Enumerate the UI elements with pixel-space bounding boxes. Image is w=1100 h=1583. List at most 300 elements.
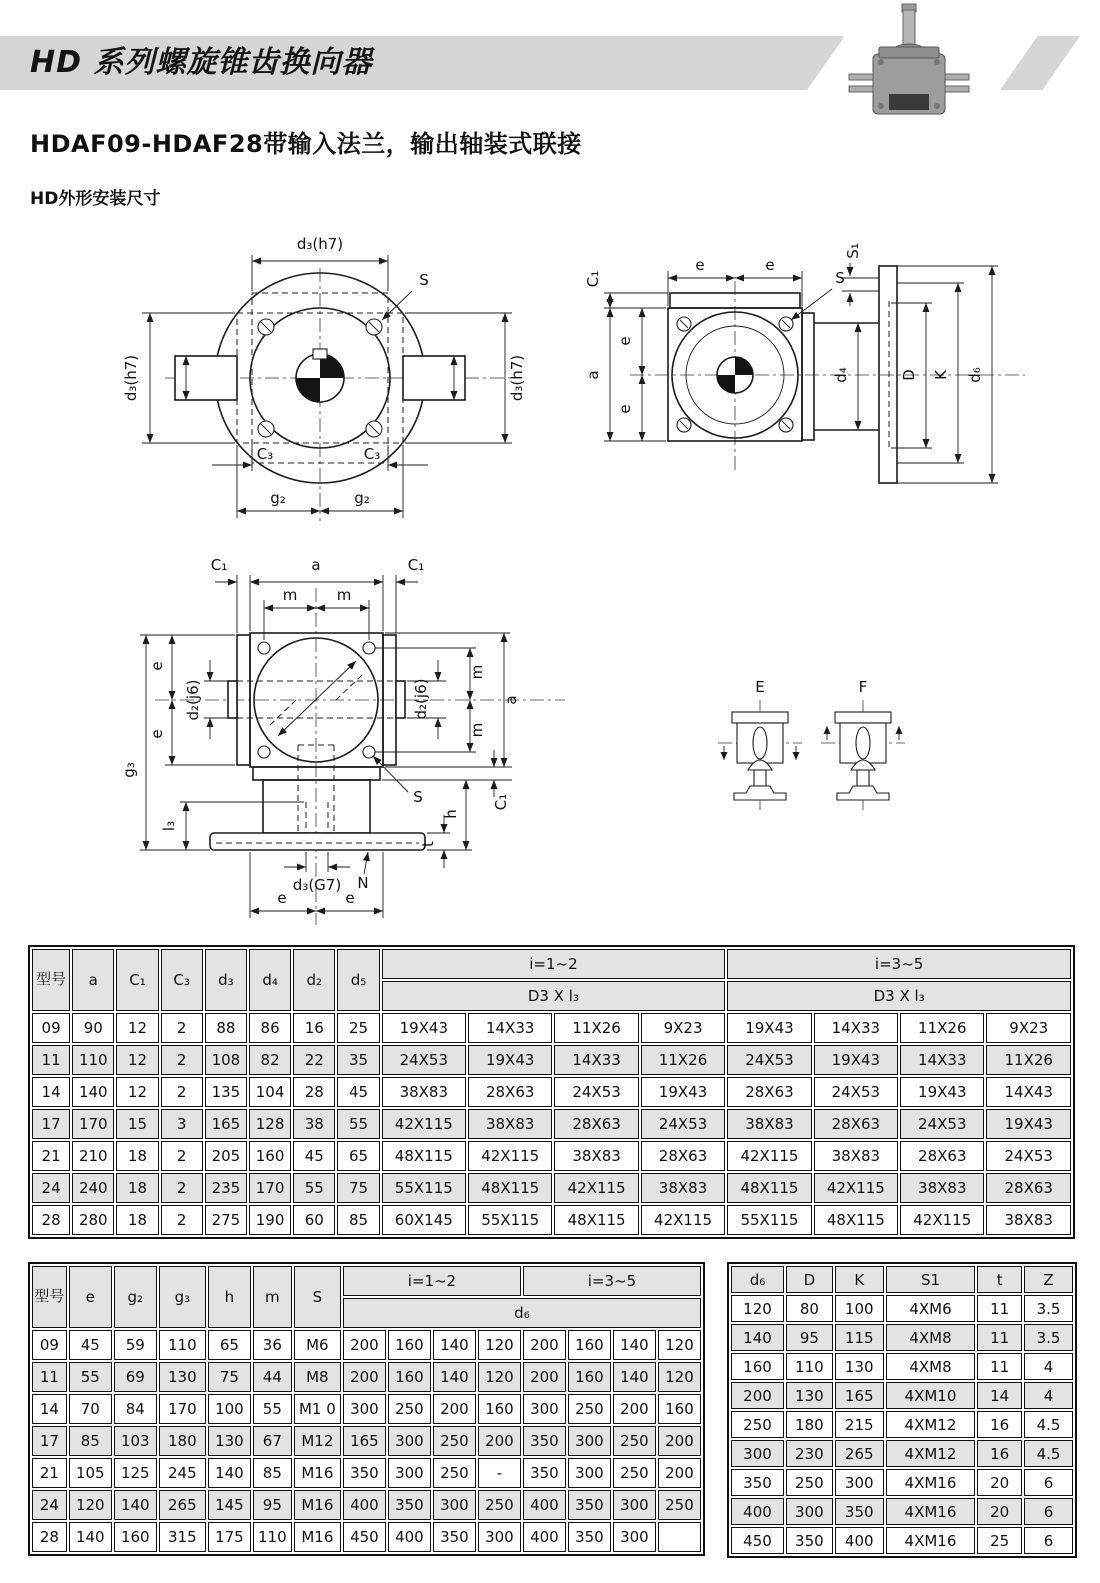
table-cell: 190	[249, 1205, 291, 1235]
table-cell: 19X43	[900, 1077, 984, 1107]
dim-label: e	[148, 729, 166, 739]
col-header-d4: d₄	[249, 949, 291, 1011]
table-cell: 160	[249, 1141, 291, 1171]
table-cell: 42X115	[900, 1205, 984, 1235]
col-header-i35: i=3~5	[727, 949, 1071, 979]
table-cell: 6	[1024, 1527, 1073, 1554]
table-cell: 250	[786, 1469, 833, 1496]
table-cell: 120	[69, 1490, 112, 1520]
col-header-d2: d₂	[293, 949, 335, 1011]
subtitle: HDAF09-HDAF28带输入法兰，输出轴装式联接	[30, 130, 582, 158]
table-cell: 44	[253, 1362, 292, 1392]
table-cell: 42X115	[554, 1173, 638, 1203]
col-header-d: D	[786, 1266, 833, 1293]
table-cell: 165	[205, 1109, 247, 1139]
table-row	[731, 1353, 1073, 1380]
table-cell: 350	[523, 1426, 566, 1456]
table-cell: 450	[731, 1527, 784, 1554]
table-cell: 24X53	[727, 1045, 811, 1075]
dim-label: d₃(G7)	[292, 876, 342, 894]
table-cell: 42X115	[468, 1141, 552, 1171]
dim-label: e	[616, 336, 634, 346]
table-cell: 42X115	[641, 1205, 725, 1235]
table-cell: 95	[253, 1490, 292, 1520]
table-cell: 38X83	[641, 1173, 725, 1203]
table-cell: 14	[32, 1394, 67, 1424]
table-cell: 35	[337, 1045, 379, 1075]
col-header-z: Z	[1024, 1266, 1073, 1293]
table-cell: 350	[343, 1458, 386, 1488]
table-cell: 48X115	[554, 1205, 638, 1235]
dim-label: a	[502, 695, 520, 705]
table-cell: 4XM10	[886, 1382, 976, 1409]
col-header-d3xl3: D3 X l₃	[727, 981, 1071, 1011]
col-header-k: K	[835, 1266, 884, 1293]
dim-label: d₄	[832, 367, 850, 383]
table-cell: 18	[116, 1173, 158, 1203]
table-cell: 4XM12	[886, 1440, 976, 1467]
dim-label: D	[900, 369, 918, 381]
table-cell: 100	[208, 1394, 251, 1424]
table2-header	[32, 1266, 701, 1328]
table-cell: 4XM16	[886, 1469, 976, 1496]
table-cell: 38X83	[554, 1141, 638, 1171]
table-cell: 19X43	[468, 1045, 552, 1075]
table-cell: 14	[32, 1077, 70, 1107]
gearbox-photo-illustration	[843, 0, 975, 124]
dim-label: e	[277, 889, 287, 907]
table-cell: 300	[343, 1394, 386, 1424]
col-header-s1: S1	[886, 1266, 976, 1293]
dim-label: a	[584, 370, 602, 380]
table-cell: 140	[731, 1324, 784, 1351]
table-cell: M16	[294, 1490, 341, 1520]
product-photo	[843, 0, 975, 124]
table-cell: 24X53	[986, 1141, 1071, 1171]
table-row	[32, 1205, 1071, 1235]
dim-label: t	[419, 841, 437, 847]
dim-label: e	[616, 404, 634, 414]
table-row	[32, 1109, 1071, 1139]
table-cell: M12	[294, 1426, 341, 1456]
table-cell: 165	[835, 1382, 884, 1409]
dim-label: m	[468, 722, 486, 738]
table-cell: 24X53	[900, 1109, 984, 1139]
table-cell: 245	[159, 1458, 206, 1488]
table-cell: 215	[835, 1411, 884, 1438]
table-cell: 24	[32, 1490, 67, 1520]
table-cell: 250	[388, 1394, 431, 1424]
table-cell: 16	[293, 1013, 335, 1043]
table-row	[731, 1324, 1073, 1351]
table-row	[32, 1045, 1071, 1075]
dim-label: e	[765, 256, 775, 274]
table-cell: 38X83	[900, 1173, 984, 1203]
table-cell: 88	[205, 1013, 247, 1043]
table-cell: 28X63	[900, 1141, 984, 1171]
table-cell: 200	[613, 1394, 656, 1424]
table-cell: 55X115	[468, 1205, 552, 1235]
table-cell: 200	[343, 1362, 386, 1392]
table-cell: 200	[478, 1426, 521, 1456]
table-cell: 250	[433, 1458, 476, 1488]
table-cell: 6	[1024, 1498, 1073, 1525]
table-cell: 6	[1024, 1469, 1073, 1496]
table-cell: 16	[977, 1440, 1022, 1467]
table-cell: 80	[786, 1295, 833, 1322]
table-cell: 110	[72, 1045, 114, 1075]
table-cell: 4XM8	[886, 1353, 976, 1380]
dim-label: a	[311, 556, 321, 574]
table-cell: 4XM12	[886, 1411, 976, 1438]
table-cell: 14X33	[900, 1045, 984, 1075]
variant-f-drawing	[821, 700, 905, 810]
table-cell: 19X43	[641, 1077, 725, 1107]
dim-label: d₂(j6)	[184, 679, 202, 721]
table-cell: 2	[161, 1173, 203, 1203]
table-cell: 350	[568, 1522, 611, 1552]
table-row	[32, 1522, 701, 1552]
table-cell: 11	[32, 1362, 67, 1392]
table-cell: 82	[249, 1045, 291, 1075]
dim-label: K	[932, 370, 950, 380]
section-label: HD外形安装尺寸	[30, 189, 161, 209]
table-cell: 300	[478, 1522, 521, 1552]
table-cell: 140	[613, 1330, 656, 1360]
table-cell: M16	[294, 1522, 341, 1552]
table-cell: 140	[69, 1522, 112, 1552]
table-cell: 55	[253, 1394, 292, 1424]
table-cell: 120	[731, 1295, 784, 1322]
table-cell: 250	[613, 1458, 656, 1488]
table-cell: 28X63	[468, 1077, 552, 1107]
table-cell: 21	[32, 1458, 67, 1488]
table-cell: 140	[433, 1330, 476, 1360]
table-cell: 85	[253, 1458, 292, 1488]
table-cell: 18	[116, 1141, 158, 1171]
table-cell: 70	[69, 1394, 112, 1424]
table-cell: 38	[293, 1109, 335, 1139]
page-title: HD 系列螺旋锥齿换向器	[30, 45, 373, 80]
dim-label: S	[835, 269, 845, 287]
table-cell: 300	[433, 1490, 476, 1520]
table-cell: 128	[249, 1109, 291, 1139]
table-cell: 48X115	[468, 1173, 552, 1203]
table-cell: 67	[253, 1426, 292, 1456]
table-cell	[658, 1522, 701, 1552]
table-cell: 3	[161, 1109, 203, 1139]
table-cell: 11X26	[554, 1013, 638, 1043]
dim-label: S₁	[844, 243, 862, 259]
table-cell: 4.5	[1024, 1440, 1073, 1467]
table-cell: 350	[388, 1490, 431, 1520]
table-cell: 12	[116, 1013, 158, 1043]
table-cell: 300	[568, 1458, 611, 1488]
dim-label: h	[442, 809, 460, 819]
table-cell: 4.5	[1024, 1411, 1073, 1438]
table-cell: 108	[205, 1045, 247, 1075]
table-cell: 230	[786, 1440, 833, 1467]
table-cell: 350	[731, 1469, 784, 1496]
table-cell: 350	[433, 1522, 476, 1552]
table-cell: 19X43	[727, 1013, 811, 1043]
col-header-a: a	[72, 949, 114, 1011]
table-cell: 135	[205, 1077, 247, 1107]
table-cell: 28X63	[814, 1109, 898, 1139]
table-cell: 18	[116, 1205, 158, 1235]
table-cell: 250	[433, 1426, 476, 1456]
table-cell: 160	[114, 1522, 157, 1552]
table-cell: 160	[731, 1353, 784, 1380]
table-cell: 14	[977, 1382, 1022, 1409]
table-cell: 86	[249, 1013, 291, 1043]
table-cell: 4XM16	[886, 1498, 976, 1525]
table-cell: 2	[161, 1077, 203, 1107]
table-cell: 140	[72, 1077, 114, 1107]
table-row	[731, 1411, 1073, 1438]
table-cell: 42X115	[727, 1141, 811, 1171]
table-cell: 55	[293, 1173, 335, 1203]
dim-label: g₃	[120, 762, 138, 778]
table-cell: 100	[835, 1295, 884, 1322]
table-row	[32, 1173, 1071, 1203]
col-header-i12: i=1~2	[343, 1266, 521, 1296]
table-cell: 65	[208, 1330, 251, 1360]
table-cell: 140	[114, 1490, 157, 1520]
table-row	[32, 1077, 1071, 1107]
table-cell: 450	[343, 1522, 386, 1552]
table-cell: 350	[786, 1527, 833, 1554]
table-cell: 55X115	[727, 1205, 811, 1235]
table-cell: 300	[388, 1426, 431, 1456]
table-cell: 48X115	[814, 1205, 898, 1235]
dim-label: e	[148, 661, 166, 671]
table-row	[32, 1458, 701, 1488]
table-cell: 400	[388, 1522, 431, 1552]
table-cell: 11X26	[641, 1045, 725, 1075]
dim-label: e	[695, 256, 705, 274]
dim-label: S	[413, 788, 423, 806]
table-row	[32, 1330, 701, 1360]
table-cell: 21	[32, 1141, 70, 1171]
table-cell: 175	[208, 1522, 251, 1552]
dim-label: d₃(h7)	[296, 235, 344, 253]
table-cell: 120	[658, 1362, 701, 1392]
diagram-front-base-view	[120, 540, 600, 930]
col-header-i35: i=3~5	[523, 1266, 701, 1296]
table-row	[731, 1498, 1073, 1525]
table-cell: -	[478, 1458, 521, 1488]
table-cell: 85	[337, 1205, 379, 1235]
table-row	[32, 1141, 1071, 1171]
table-cell: 130	[835, 1353, 884, 1380]
table-cell: 55	[69, 1362, 112, 1392]
table-cell: 200	[731, 1382, 784, 1409]
col-header-d6: d₆	[731, 1266, 784, 1293]
table-cell: 22	[293, 1045, 335, 1075]
table-cell: 160	[388, 1362, 431, 1392]
table-row	[731, 1295, 1073, 1322]
table-cell: 09	[32, 1330, 67, 1360]
header-banner-fragment	[1000, 36, 1080, 90]
col-header-g2: g₂	[114, 1266, 157, 1328]
dim-label: C₁	[407, 556, 425, 574]
dim-label: N	[357, 874, 369, 892]
table-cell: 300	[731, 1440, 784, 1467]
table-cell: 400	[523, 1522, 566, 1552]
table-cell: 2	[161, 1205, 203, 1235]
table-cell: 69	[114, 1362, 157, 1392]
dim-label: C₁	[584, 270, 602, 288]
col-header-model: 型号	[32, 949, 70, 1011]
table-cell: 84	[114, 1394, 157, 1424]
table-cell: 19X43	[382, 1013, 466, 1043]
table-cell: 95	[786, 1324, 833, 1351]
table-cell: 4XM8	[886, 1324, 976, 1351]
table-cell: 85	[69, 1426, 112, 1456]
col-header-s: S	[294, 1266, 341, 1328]
table-cell: 48X115	[727, 1173, 811, 1203]
table-row	[32, 1362, 701, 1392]
table3-body	[731, 1295, 1073, 1554]
col-header-h: h	[208, 1266, 251, 1328]
table-cell: 4XM6	[886, 1295, 976, 1322]
dim-label: e	[345, 889, 355, 907]
table-cell: 20	[977, 1498, 1022, 1525]
table-cell: 65	[337, 1141, 379, 1171]
table-cell: 300	[568, 1426, 611, 1456]
table-cell: 200	[658, 1458, 701, 1488]
col-header-d3xl3: D3 X l₃	[382, 981, 726, 1011]
table-cell: 60	[293, 1205, 335, 1235]
table-cell: 28X63	[986, 1173, 1071, 1203]
diagram-flange-front-view	[100, 213, 580, 533]
table-cell: 11	[977, 1295, 1022, 1322]
table-cell: 250	[731, 1411, 784, 1438]
col-header-c3: C₃	[161, 949, 203, 1011]
table-cell: 45	[69, 1330, 112, 1360]
table-cell: 170	[159, 1394, 206, 1424]
table-cell: 250	[478, 1490, 521, 1520]
table-cell: 14X33	[554, 1045, 638, 1075]
table-cell: 28X63	[554, 1109, 638, 1139]
table-cell: 200	[343, 1330, 386, 1360]
table-cell: 16	[977, 1411, 1022, 1438]
table-cell: 75	[337, 1173, 379, 1203]
table-cell: 25	[977, 1527, 1022, 1554]
table-cell: 38X83	[727, 1109, 811, 1139]
table-cell: 250	[568, 1394, 611, 1424]
table-cell: 120	[478, 1362, 521, 1392]
table-cell: 36	[253, 1330, 292, 1360]
table-cell: 110	[159, 1330, 206, 1360]
table-cell: 17	[32, 1426, 67, 1456]
table-cell: 45	[337, 1077, 379, 1107]
table-cell: M16	[294, 1458, 341, 1488]
col-header-e: e	[69, 1266, 112, 1328]
table-cell: 160	[658, 1394, 701, 1424]
table-cell: 28	[293, 1077, 335, 1107]
table-cell: 28	[32, 1522, 67, 1552]
table-cell: 165	[343, 1426, 386, 1456]
dim-label: l₃	[160, 820, 178, 832]
table-cell: 350	[835, 1498, 884, 1525]
table-cell: 103	[114, 1426, 157, 1456]
table-cell: 19X43	[814, 1045, 898, 1075]
dim-label: S	[419, 271, 429, 289]
flange-table	[727, 1262, 1077, 1558]
dim-label: C₃	[256, 445, 274, 463]
col-header-g3: g₃	[159, 1266, 206, 1328]
table-cell: 104	[249, 1077, 291, 1107]
table-cell: 9X23	[641, 1013, 725, 1043]
table-cell: 25	[337, 1013, 379, 1043]
col-header-m: m	[253, 1266, 292, 1328]
table-cell: 140	[613, 1362, 656, 1392]
table-cell: 400	[731, 1498, 784, 1525]
table-cell: 2	[161, 1141, 203, 1171]
variant-label: E	[755, 678, 765, 696]
table1-body	[32, 1013, 1071, 1235]
dim-label: C₃	[363, 445, 381, 463]
table-cell: 115	[835, 1324, 884, 1351]
table-row	[32, 1490, 701, 1520]
table-cell: 250	[658, 1490, 701, 1520]
table-cell: 235	[205, 1173, 247, 1203]
table-cell: 315	[159, 1522, 206, 1552]
table-cell: 300	[523, 1394, 566, 1424]
table-cell: 42X115	[382, 1109, 466, 1139]
table-cell: 38X83	[986, 1205, 1071, 1235]
table-cell: 14X33	[814, 1013, 898, 1043]
table2-body	[32, 1330, 701, 1552]
col-header-t: t	[977, 1266, 1022, 1293]
table-cell: 130	[786, 1382, 833, 1409]
col-header-model: 型号	[32, 1266, 67, 1328]
table-cell: 28X63	[641, 1141, 725, 1171]
table-cell: 120	[478, 1330, 521, 1360]
table1-header	[32, 949, 1071, 1011]
dim-label: m	[468, 664, 486, 680]
table-cell: 24	[32, 1173, 70, 1203]
table-cell: 275	[205, 1205, 247, 1235]
table-cell: 14X33	[468, 1013, 552, 1043]
table-cell: 28X63	[727, 1077, 811, 1107]
table-cell: 160	[478, 1394, 521, 1424]
table-cell: 42X115	[814, 1173, 898, 1203]
table-cell: 3.5	[1024, 1295, 1073, 1322]
table-cell: 130	[159, 1362, 206, 1392]
table-cell: 350	[523, 1458, 566, 1488]
table-cell: 110	[253, 1522, 292, 1552]
table-cell: 14X43	[986, 1077, 1071, 1107]
table-cell: 300	[613, 1522, 656, 1552]
col-header-i12: i=1~2	[382, 949, 726, 979]
table-cell: 300	[388, 1458, 431, 1488]
table-cell: 265	[159, 1490, 206, 1520]
table-row	[32, 1013, 1071, 1043]
table-cell: M1 0	[294, 1394, 341, 1424]
table-row	[731, 1440, 1073, 1467]
diagram-side-flange-view	[580, 213, 1080, 533]
table-cell: 160	[568, 1330, 611, 1360]
dim-label: d₃(h7)	[122, 354, 140, 402]
table-cell: 210	[72, 1141, 114, 1171]
table-cell: 24X53	[641, 1109, 725, 1139]
table-row	[731, 1527, 1073, 1554]
col-header-c1: C₁	[116, 949, 158, 1011]
table-row	[32, 1426, 701, 1456]
